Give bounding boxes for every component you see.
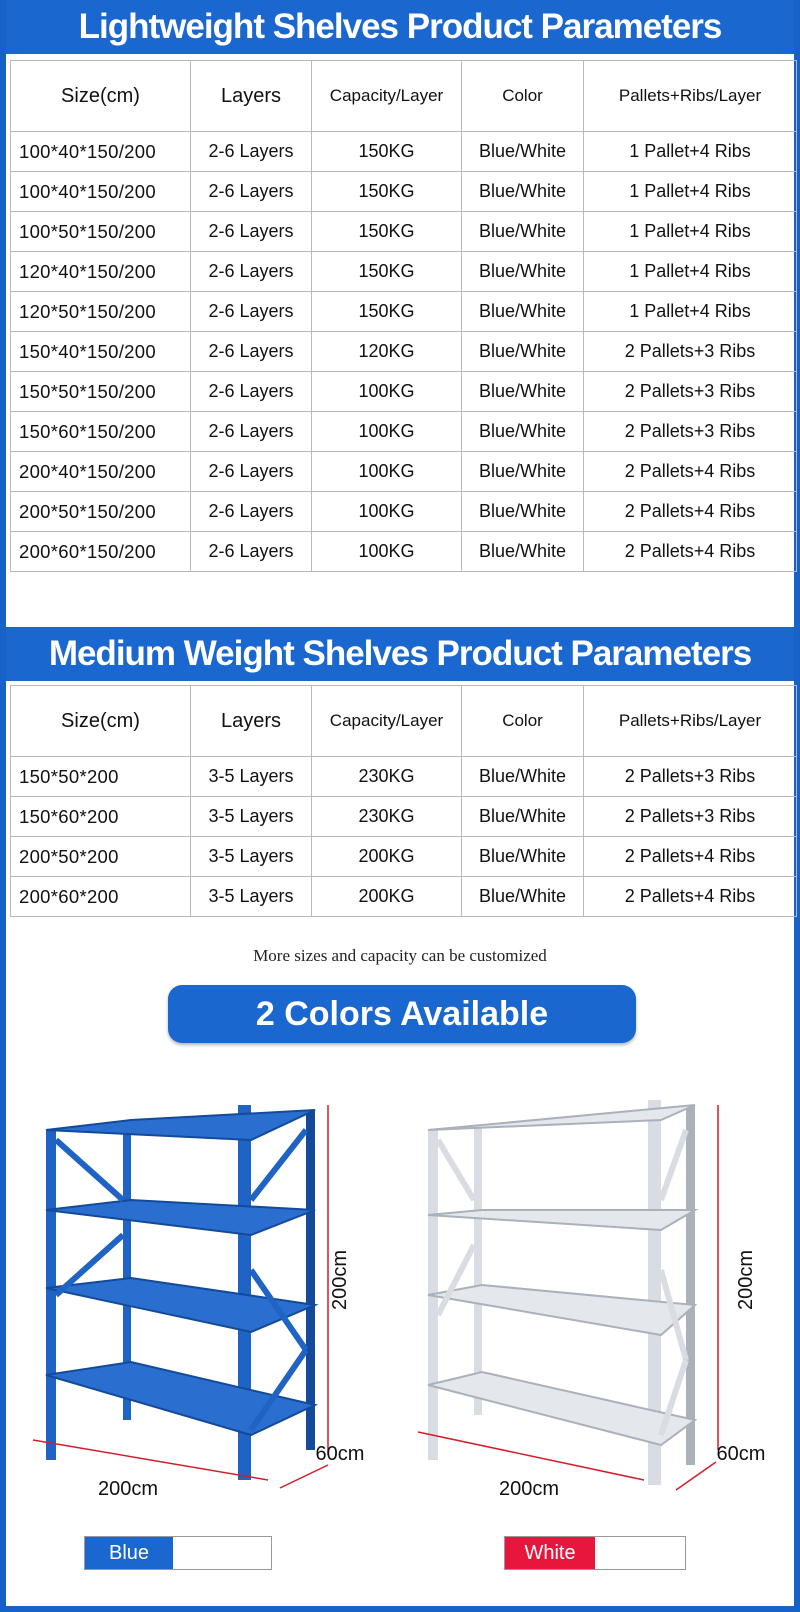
cell-color: Blue/White <box>462 797 584 837</box>
table-row <box>11 372 797 412</box>
cell-pallets-ribs: 1 Pallet+4 Ribs <box>584 292 797 332</box>
cell-capacity: 100KG <box>312 532 462 572</box>
cell-layers: 2-6 Layers <box>191 332 312 372</box>
table-row <box>11 292 797 332</box>
cell-capacity: 100KG <box>312 412 462 452</box>
cell-layers: 3-5 Layers <box>191 837 312 877</box>
cell-size: 200*60*150/200 <box>11 532 191 572</box>
header-color: Color <box>462 61 584 132</box>
cell-pallets-ribs: 2 Pallets+3 Ribs <box>584 412 797 452</box>
cell-layers: 3-5 Layers <box>191 757 312 797</box>
cell-pallets-ribs: 2 Pallets+4 Ribs <box>584 492 797 532</box>
cell-capacity: 150KG <box>312 132 462 172</box>
cell-color: Blue/White <box>462 412 584 452</box>
cell-color: Blue/White <box>462 877 584 917</box>
cell-pallets-ribs: 2 Pallets+4 Ribs <box>584 837 797 877</box>
cell-pallets-ribs: 1 Pallet+4 Ribs <box>584 252 797 292</box>
cell-color: Blue/White <box>462 452 584 492</box>
table-row <box>11 452 797 492</box>
cell-capacity: 200KG <box>312 877 462 917</box>
table-row <box>11 252 797 292</box>
cell-layers: 2-6 Layers <box>191 372 312 412</box>
cell-size: 100*40*150/200 <box>11 172 191 212</box>
cell-pallets-ribs: 1 Pallet+4 Ribs <box>584 172 797 212</box>
depth-dimension-label: 60cm <box>315 1443 365 1465</box>
cell-color: Blue/White <box>462 252 584 292</box>
white-shelf-illustration <box>416 1100 776 1500</box>
medium-params-table <box>10 685 797 917</box>
cell-color: Blue/White <box>462 372 584 412</box>
header-pallets-ribs: Pallets+Ribs/Layer <box>584 61 797 132</box>
cell-pallets-ribs: 2 Pallets+4 Ribs <box>584 877 797 917</box>
table-header-row <box>11 686 797 757</box>
cell-capacity: 230KG <box>312 797 462 837</box>
header-layers: Layers <box>191 686 312 757</box>
cell-size: 200*50*150/200 <box>11 492 191 532</box>
cell-pallets-ribs: 1 Pallet+4 Ribs <box>584 132 797 172</box>
colors-available-banner: 2 Colors Available <box>168 985 636 1043</box>
cell-color: Blue/White <box>462 332 584 372</box>
cell-capacity: 100KG <box>312 492 462 532</box>
table-row <box>11 172 797 212</box>
cell-capacity: 120KG <box>312 332 462 372</box>
table-row <box>11 532 797 572</box>
cell-color: Blue/White <box>462 837 584 877</box>
cell-capacity: 150KG <box>312 292 462 332</box>
cell-layers: 2-6 Layers <box>191 292 312 332</box>
cell-capacity: 100KG <box>312 452 462 492</box>
cell-capacity: 230KG <box>312 757 462 797</box>
cell-size: 150*50*150/200 <box>11 372 191 412</box>
width-dimension-label: 200cm <box>97 1478 159 1500</box>
cell-layers: 2-6 Layers <box>191 532 312 572</box>
cell-color: Blue/White <box>462 172 584 212</box>
cell-capacity: 150KG <box>312 252 462 292</box>
height-dimension-label: 200cm <box>329 1249 351 1311</box>
cell-pallets-ribs: 2 Pallets+3 Ribs <box>584 332 797 372</box>
cell-pallets-ribs: 2 Pallets+3 Ribs <box>584 372 797 412</box>
cell-layers: 2-6 Layers <box>191 492 312 532</box>
cell-capacity: 150KG <box>312 212 462 252</box>
cell-layers: 2-6 Layers <box>191 452 312 492</box>
medium-title-banner: Medium Weight Shelves Product Parameters <box>6 627 794 681</box>
cell-size: 100*40*150/200 <box>11 132 191 172</box>
cell-size: 150*60*200 <box>11 797 191 837</box>
white-swatch-label: White <box>505 1537 595 1569</box>
cell-capacity: 200KG <box>312 837 462 877</box>
table-row <box>11 212 797 252</box>
header-capacity: Capacity/Layer <box>312 61 462 132</box>
cell-size: 150*40*150/200 <box>11 332 191 372</box>
table-row <box>11 132 797 172</box>
cell-layers: 2-6 Layers <box>191 252 312 292</box>
cell-pallets-ribs: 2 Pallets+4 Ribs <box>584 532 797 572</box>
table-row <box>11 332 797 372</box>
cell-color: Blue/White <box>462 532 584 572</box>
white-color-swatch[interactable] <box>504 1536 686 1570</box>
cell-color: Blue/White <box>462 757 584 797</box>
cell-pallets-ribs: 2 Pallets+3 Ribs <box>584 757 797 797</box>
cell-size: 200*40*150/200 <box>11 452 191 492</box>
cell-layers: 3-5 Layers <box>191 797 312 837</box>
table-row <box>11 492 797 532</box>
table-row <box>11 412 797 452</box>
header-color: Color <box>462 686 584 757</box>
lightweight-title-banner: Lightweight Shelves Product Parameters <box>6 0 794 54</box>
header-pallets-ribs: Pallets+Ribs/Layer <box>584 686 797 757</box>
cell-size: 200*50*200 <box>11 837 191 877</box>
customization-note: More sizes and capacity can be customized <box>253 946 547 965</box>
blue-swatch-label: Blue <box>85 1537 173 1569</box>
cell-layers: 3-5 Layers <box>191 877 312 917</box>
cell-pallets-ribs: 2 Pallets+3 Ribs <box>584 797 797 837</box>
cell-size: 100*50*150/200 <box>11 212 191 252</box>
table-row <box>11 837 797 877</box>
blue-shelf-illustration <box>28 1100 388 1500</box>
cell-pallets-ribs: 1 Pallet+4 Ribs <box>584 212 797 252</box>
blue-color-swatch[interactable] <box>84 1536 272 1570</box>
table-row <box>11 797 797 837</box>
cell-size: 150*60*150/200 <box>11 412 191 452</box>
medium-table-body <box>11 757 797 917</box>
shelf-frame <box>428 1100 695 1485</box>
height-dimension-label: 200cm <box>735 1249 757 1311</box>
cell-capacity: 100KG <box>312 372 462 412</box>
table-header-row <box>11 61 797 132</box>
cell-color: Blue/White <box>462 132 584 172</box>
cell-capacity: 150KG <box>312 172 462 212</box>
depth-dimension-label: 60cm <box>716 1443 766 1465</box>
cell-layers: 2-6 Layers <box>191 172 312 212</box>
table-row <box>11 877 797 917</box>
lightweight-params-table <box>10 60 797 572</box>
cell-size: 150*50*200 <box>11 757 191 797</box>
table-row <box>11 757 797 797</box>
cell-size: 120*40*150/200 <box>11 252 191 292</box>
cell-layers: 2-6 Layers <box>191 132 312 172</box>
lightweight-table-body <box>11 132 797 572</box>
cell-size: 120*50*150/200 <box>11 292 191 332</box>
cell-pallets-ribs: 2 Pallets+4 Ribs <box>584 452 797 492</box>
cell-size: 200*60*200 <box>11 877 191 917</box>
cell-layers: 2-6 Layers <box>191 412 312 452</box>
header-capacity: Capacity/Layer <box>312 686 462 757</box>
cell-layers: 2-6 Layers <box>191 212 312 252</box>
cell-color: Blue/White <box>462 212 584 252</box>
width-dimension-label: 200cm <box>498 1478 560 1500</box>
header-layers: Layers <box>191 61 312 132</box>
header-size: Size(cm) <box>11 61 191 132</box>
shelf-frame <box>46 1105 315 1480</box>
cell-color: Blue/White <box>462 492 584 532</box>
header-size: Size(cm) <box>11 686 191 757</box>
cell-color: Blue/White <box>462 292 584 332</box>
